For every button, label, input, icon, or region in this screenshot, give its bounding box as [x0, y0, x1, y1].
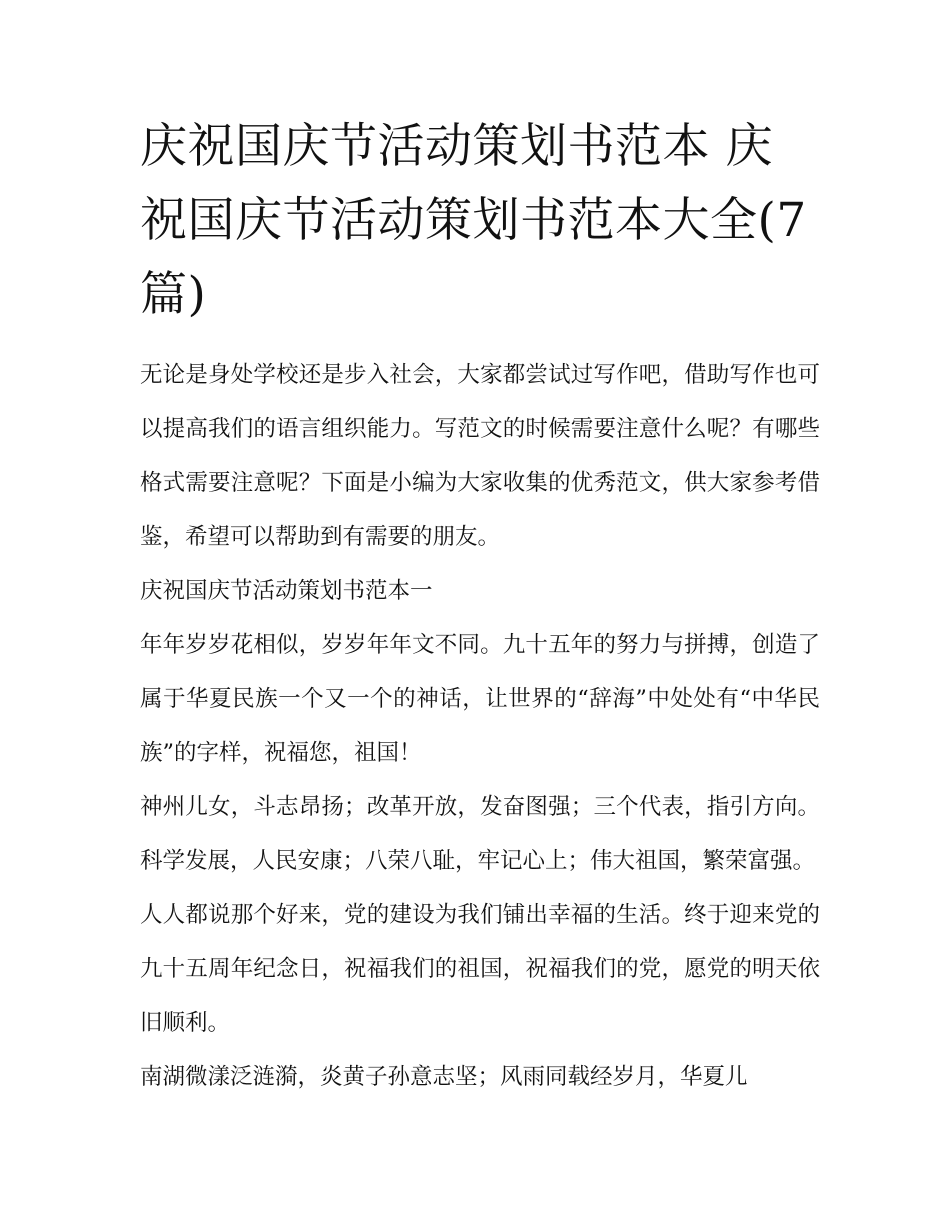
body-paragraph: 年年岁岁花相似，岁岁年年文不同。九十五年的努力与拼搏，创造了属于华夏民族一个又一个的神话，让世界的“辞海”中处处有“中华民族”的字样，祝福您，祖国！	[140, 632, 820, 766]
document-title: 庆祝国庆节活动策划书范本 庆祝国庆节活动策划书范本大全(7篇)	[140, 119, 807, 322]
body-paragraph: 神州儿女，斗志昂扬；改革开放，发奋图强；三个代表，指引方向。科学发展，人民安康；八荣八耻，牢记心上；伟大祖国，繁荣富强。	[140, 794, 820, 874]
document-page	[140, 110, 820, 1104]
document-body	[140, 348, 820, 1104]
body-paragraph: 南湖微漾泛涟漪，炎黄子孙意志坚；风雨同载经岁月，华夏儿	[140, 1064, 748, 1090]
section-heading: 庆祝国庆节活动策划书范本一	[140, 578, 433, 604]
intro-paragraph: 无论是身处学校还是步入社会，大家都尝试过写作吧，借助写作也可以提高我们的语言组织能力。写范文的时候需要注意什么呢？有哪些格式需要注意呢？下面是小编为大家收集的优秀范文，供大家参考借鉴，希望可以帮助到有需要的朋友。	[140, 362, 820, 550]
body-paragraph: 人人都说那个好来，党的建设为我们铺出幸福的生活。终于迎来党的九十五周年纪念日，祝福我们的祖国，祝福我们的党，愿党的明天依旧顺利。	[140, 902, 820, 1036]
